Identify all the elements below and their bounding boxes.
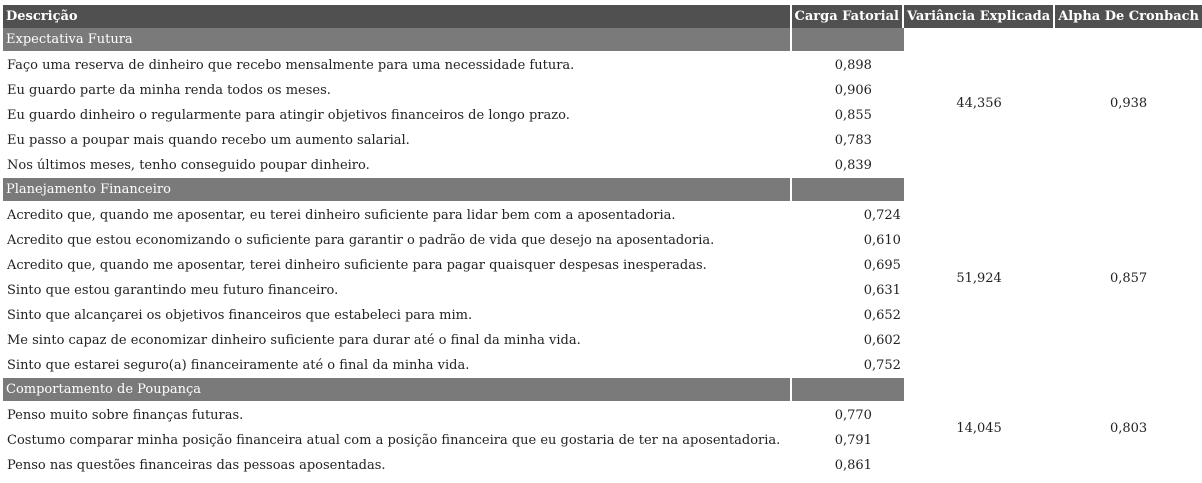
group-name: Comportamento de Poupança [3,378,792,403]
item-text: Costumo comparar minha posição financeira atual com a posição financeira que eu gostaria de ter na aposentadoria. [7,433,781,448]
item-loading: 0,906 [834,83,872,98]
alpha-value: 0,857 [1109,270,1148,286]
variance-value: 14,045 [956,420,1002,436]
item-text: Penso nas questões financeiras das pessoas aposentadas. [7,458,386,473]
item-loading: 0,724 [863,208,901,223]
item-loading: 0,791 [834,433,872,448]
item-loading: 0,770 [834,408,872,423]
factor-analysis-table [3,5,1202,478]
header-loading: Carga Fatorial [792,5,904,28]
item-text: Acredito que, quando me aposentar, eu terei dinheiro suficiente para lidar bem com a aposentadoria. [7,208,676,223]
item-text: Sinto que estarei seguro(a) financeiramente até o final da minha vida. [7,358,470,373]
item-loading: 0,695 [863,258,901,273]
group-row-comportamento-de-poupanca [3,378,1202,403]
header-row [3,5,1202,28]
item-loading: 0,610 [863,233,901,248]
item-text: Eu passo a poupar mais quando recebo um aumento salarial. [7,133,410,148]
alpha-value: 0,938 [1109,95,1148,111]
item-loading: 0,752 [863,358,901,373]
item-text: Faço uma reserva de dinheiro que recebo mensalmente para uma necessidade futura. [7,58,575,73]
item-loading: 0,855 [834,108,872,123]
item-loading: 0,898 [834,58,872,73]
item-loading: 0,861 [834,458,872,473]
item-text: Sinto que estou garantindo meu futuro financeiro. [7,283,339,298]
item-loading: 0,839 [834,158,872,173]
item-text: Acredito que, quando me aposentar, terei dinheiro suficiente para pagar quaisquer despesas inesperadas. [7,258,707,273]
group-name: Expectativa Futura [3,28,792,53]
item-text: Acredito que estou economizando o suficiente para garantir o padrão de vida que desejo na aposentadoria. [7,233,715,248]
group-row-expectativa-futura [3,28,1202,53]
item-loading: 0,652 [863,308,901,323]
variance-value: 44,356 [956,95,1002,111]
item-text: Eu guardo dinheiro o regularmente para atingir objetivos financeiros de longo prazo. [7,108,570,123]
group-row-planejamento-financeiro [3,178,1202,203]
item-text: Sinto que alcançarei os objetivos financeiros que estabeleci para mim. [7,308,473,323]
item-text: Eu guardo parte da minha renda todos os meses. [7,83,331,98]
header-description: Descrição [3,5,792,28]
header-variance: Variância Explicada [904,5,1055,28]
item-loading: 0,602 [863,333,901,348]
variance-value: 51,924 [956,270,1002,286]
item-loading: 0,783 [834,133,872,148]
alpha-value: 0,803 [1109,420,1148,436]
item-loading: 0,631 [863,283,901,298]
item-text: Penso muito sobre finanças futuras. [7,408,244,423]
group-name: Planejamento Financeiro [3,178,792,203]
header-alpha: Alpha De Cronbach [1055,5,1202,28]
item-text: Nos últimos meses, tenho conseguido poupar dinheiro. [7,158,370,173]
item-text: Me sinto capaz de economizar dinheiro suficiente para durar até o final da minha vida. [7,333,581,348]
